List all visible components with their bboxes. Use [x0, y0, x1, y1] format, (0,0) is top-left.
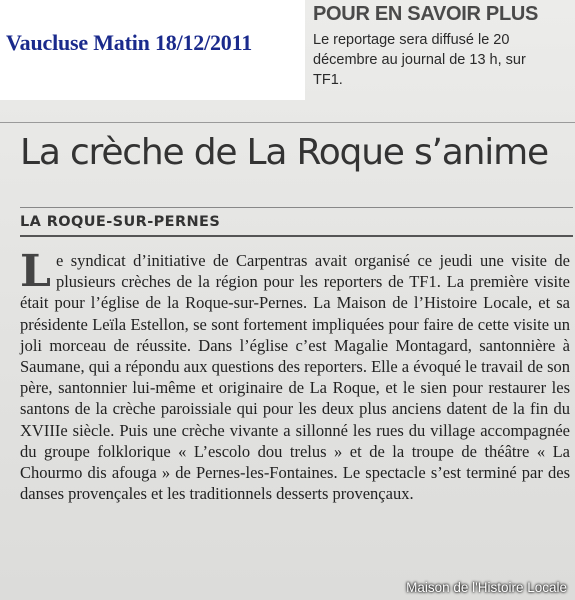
info-box — [305, 0, 575, 100]
source-label-box — [0, 0, 305, 100]
section-label: LA ROQUE-SUR-PERNES — [20, 214, 221, 230]
section-divider-top — [20, 207, 573, 208]
headline: La crèche de La Roque s’anime — [20, 132, 548, 173]
drop-cap: L — [20, 246, 51, 297]
info-title: POUR EN SAVOIR PLUS — [313, 3, 539, 25]
section-divider — [20, 235, 573, 237]
source-label: Vaucluse Matin 18/12/2011 — [6, 30, 252, 55]
watermark: Maison de l'Histoire Locale — [406, 580, 567, 595]
divider — [0, 122, 575, 123]
article-body — [20, 246, 570, 504]
article-text: e syndicat d’initiative de Carpentras avait organisé ce jeudi une visite de plusieurs crèches de la région pour les reporters de TF1. La première visite était pour l’église de la Roque-sur-Pernes. La Maison de l’Histoire Locale, et sa présidente Leïla Estellon, se sont fortement impliquées pour faire de cette visite un joli morceau de réussite. Dans l’église c’est Magalie Montagard, santonnière à Saumane, qui a répondu aux questions des reporters. Elle a évoqué le travail de son père, santonnier lui-même et originaire de La Roque, et le sien pour restaurer les santons de la crèche paroissiale qui pour les deux plus anciens datent de la fin du XVIIIe siècle. Puis une crèche vivante a sillonné les rues du village accompagnée du groupe folklorique « L’escolo dou trelus » et de la troupe de théâtre « La Chourmo dis afouga » de Pernes-les-Fontaines. Le spectacle s’est terminé par des danses provençales et les traditionnels desserts provençaux. — [20, 251, 570, 504]
info-body: Le reportage sera diffusé le 20 décembre au journal de 13 h, sur TF1. — [313, 32, 526, 88]
